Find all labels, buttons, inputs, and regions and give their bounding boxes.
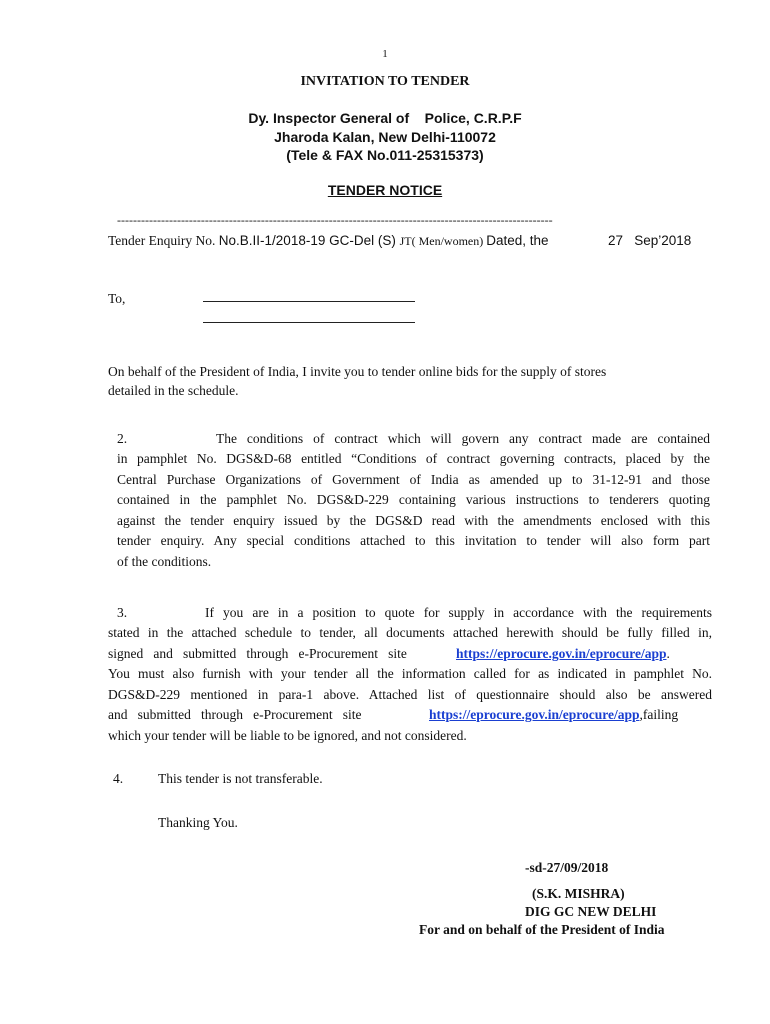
enquiry-jt: JT( Men/women) xyxy=(399,234,487,248)
intro-line-2: detailed in the schedule. xyxy=(108,383,239,398)
para3-line: DGS&D-229 mentioned in para-1 above. Attached list of questionnaire should also be answered xyxy=(108,687,712,702)
signature-date: -sd-27/09/2018 xyxy=(525,860,609,875)
para2-line: in pamphlet No. DGS&D-68 entitled “Conditions of contract governing contracts, placed by the xyxy=(117,451,710,466)
para3-line3-end: . xyxy=(666,646,670,661)
enquiry-dated: Dated, the xyxy=(486,233,549,248)
eprocure-link-2[interactable]: https://eprocure.gov.in/eprocure/app xyxy=(429,707,640,722)
para3-line6-link-wrap xyxy=(429,705,678,725)
dashed-divider: ------------------------------------------------------------------------------------------------------------- xyxy=(117,213,553,227)
thanking-text: Thanking You. xyxy=(158,815,238,830)
para2-number: 2. xyxy=(117,431,128,446)
office-phone: (Tele & FAX No.011-25315373) xyxy=(286,147,484,163)
para3-line6-end: ,failing xyxy=(639,707,679,722)
para3-line: which your tender will be liable to be ignored, and not considered. xyxy=(108,728,467,743)
para2-line: tender enquiry. Any special conditions attached to this invitation to tender will also form part xyxy=(117,533,710,548)
para2-line: Central Purchase Organizations of Government of India as amended up to 31-12-91 and those xyxy=(117,472,710,487)
para3-line6-text: and submitted through e-Procurement site xyxy=(108,707,362,722)
para2-line: The conditions of contract which will govern any contract made are contained xyxy=(216,431,710,446)
para3-line: stated in the attached schedule to tender, all documents attached herewith should be fully filled in, xyxy=(108,625,712,640)
eprocure-link[interactable]: https://eprocure.gov.in/eprocure/app xyxy=(456,646,667,661)
para3-line: You must also furnish with your tender all the information called for as indicated in pamphlet No. xyxy=(108,666,712,681)
addressee-blank-2 xyxy=(203,322,415,323)
para3-number: 3. xyxy=(117,605,128,620)
enquiry-label: Tender Enquiry No. xyxy=(108,233,219,248)
signatory-behalf: For and on behalf of the President of India xyxy=(419,922,665,937)
para3-line: If you are in a position to quote for supply in accordance with the requirements xyxy=(205,605,712,620)
para2-line: of the conditions. xyxy=(117,554,212,569)
para3-line3-text: signed and submitted through e-Procurement site xyxy=(108,646,407,661)
para3-line xyxy=(108,644,407,664)
office-address: Jharoda Kalan, New Delhi-110072 xyxy=(274,129,496,145)
notice-title: TENDER NOTICE xyxy=(327,182,443,198)
intro-line-1: On behalf of the President of India, I invite you to tender online bids for the supply of stores xyxy=(108,364,607,379)
para4-number: 4. xyxy=(113,771,124,786)
para3-line3-link-wrap xyxy=(456,644,670,664)
office-name: Dy. Inspector General of Police, C.R.P.F xyxy=(248,110,522,126)
para2-line: contained in the pamphlet No. DGS&D-229 containing various instructions to tenderers quoting xyxy=(117,492,710,507)
para3-line xyxy=(108,705,361,725)
document-title: INVITATION TO TENDER xyxy=(300,74,470,89)
para2-line: against the tender enquiry issued by the DGS&D read with the amendments enclosed with this xyxy=(117,513,710,528)
to-label: To, xyxy=(108,291,126,306)
para4-text: This tender is not transferable. xyxy=(158,771,323,786)
signatory-name: (S.K. MISHRA) xyxy=(532,886,625,901)
addressee-blank-1 xyxy=(203,301,415,302)
signatory-designation: DIG GC NEW DELHI xyxy=(525,904,657,919)
page-number: 1 xyxy=(382,48,388,60)
enquiry-date: 27 Sep’2018 xyxy=(608,233,692,248)
enquiry-number: No.B.II-1/2018-19 GC-Del (S) xyxy=(218,233,400,248)
